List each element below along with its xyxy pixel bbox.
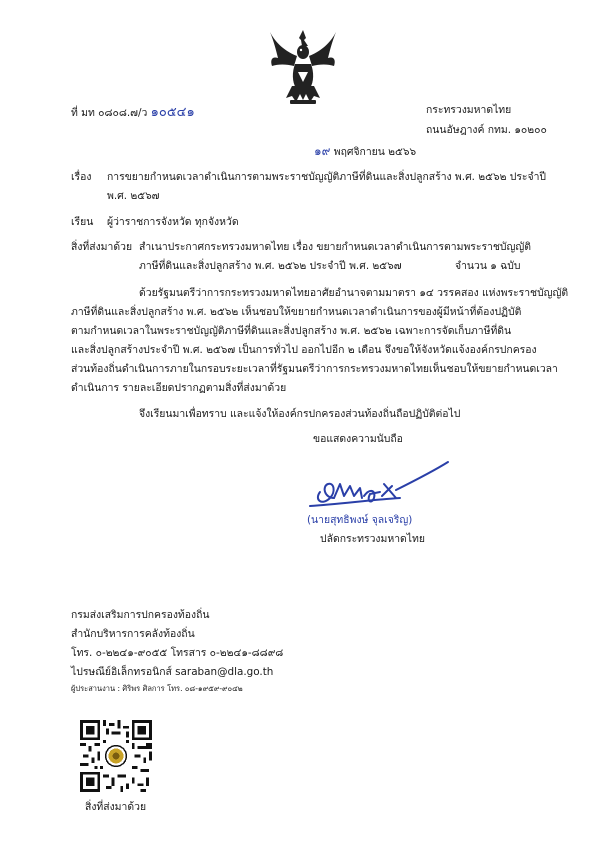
footer-phone: โทร. ๐-๒๒๔๑-๙๐๕๕ โทรสาร ๐-๒๒๔๑-๘๘๙๘ bbox=[71, 647, 284, 659]
subject-label: เรื่อง bbox=[71, 171, 92, 183]
signatory-title: ปลัดกระทรวงมหาดไทย bbox=[320, 533, 425, 545]
recipient-text: ผู้ว่าราชการจังหวัด ทุกจังหวัด bbox=[107, 216, 239, 228]
recipient-label: เรียน bbox=[71, 216, 94, 228]
subject-line-1: การขยายกำหนดเวลาดำเนินการตามพระราชบัญญัติภาษีที่ดินและสิ่งปลูกสร้าง พ.ศ. ๒๕๖๒ ประจำปี bbox=[107, 171, 547, 183]
ministry-address: ถนนอัษฎางค์ กทม. ๑๐๒๐๐ bbox=[426, 124, 547, 136]
date-day-handwritten: ๑๙ bbox=[314, 144, 331, 158]
enclosure-label: สิ่งที่ส่งมาด้วย bbox=[71, 241, 133, 253]
reference-prefix: ที่ มท ๐๘๐๘.๗/ว bbox=[71, 107, 148, 119]
body-line-2: ภาษีที่ดินและสิ่งปลูกสร้าง พ.ศ. ๒๕๖๒ เห็นชอบให้ขยายกำหนดเวลาดำเนินการของผู้มีหน้าที่ต้องปฏิบัติ bbox=[71, 306, 522, 318]
closing-paragraph: จึงเรียนมาเพื่อทราบ และแจ้งให้องค์กรปกครองส่วนท้องถิ่นถือปฏิบัติต่อไป bbox=[139, 408, 461, 420]
body-line-3: ตามกำหนดเวลาในพระราชบัญญัติภาษีที่ดินและสิ่งปลูกสร้าง พ.ศ. ๒๕๖๒ เฉพาะการจัดเก็บภาษีที่ดิน bbox=[71, 325, 512, 337]
body-line-5: ส่วนท้องถิ่นดำเนินการภายในกรอบระยะเวลาที่รัฐมนตรีว่าการกระทรวงมหาดไทยเห็นชอบให้ขยายกำหนดเวลา bbox=[71, 363, 558, 375]
body-line-6: ดำเนินการ รายละเอียดปรากฏตามสิ่งที่ส่งมาด้วย bbox=[71, 382, 287, 394]
body-line-1: ด้วยรัฐมนตรีว่าการกระทรวงมหาดไทยอาศัยอำนาจตามมาตรา ๑๔ วรรคสอง แห่งพระราชบัญญัติ bbox=[139, 287, 569, 299]
closing-phrase: ขอแสดงความนับถือ bbox=[313, 433, 403, 445]
footer-office: สำนักบริหารการคลังท้องถิ่น bbox=[71, 628, 195, 640]
footer-enclosure-note: สิ่งที่ส่งมาด้วย bbox=[85, 801, 147, 813]
reference-number-handwritten: ๑๐๕๔๑ bbox=[150, 105, 195, 120]
ministry-name: กระทรวงมหาดไทย bbox=[426, 104, 512, 116]
body-line-4: และสิ่งปลูกสร้างประจำปี พ.ศ. ๒๕๖๗ เป็นการทั่วไป ออกไปอีก ๒ เดือน จึงขอให้จังหวัดแจ้งองค์กรปกครอง bbox=[71, 344, 537, 356]
enclosure-line-2: ภาษีที่ดินและสิ่งปลูกสร้าง พ.ศ. ๒๕๖๒ ประจำปี พ.ศ. ๒๕๖๗ bbox=[139, 260, 402, 272]
subject-line-2: พ.ศ. ๒๕๖๗ bbox=[107, 190, 160, 202]
footer-coordinator: ผู้ประสานงาน : ศิริพร ศิลการ โทร. ๐๘-๑๙๕๙-๙๐๔๒ bbox=[71, 684, 243, 693]
reference-number bbox=[71, 101, 195, 122]
enclosure-count: จำนวน ๑ ฉบับ bbox=[455, 260, 521, 272]
enclosure-line-1: สำเนาประกาศกระทรวงมหาดไทย เรื่อง ขยายกำหนดเวลาดำเนินการตามพระราชบัญญัติ bbox=[139, 241, 531, 253]
document-date bbox=[314, 142, 416, 161]
qr-code-icon bbox=[80, 720, 152, 792]
signatory-name: (นายสุทธิพงษ์ จุลเจริญ) bbox=[307, 514, 413, 526]
garuda-emblem-icon bbox=[268, 28, 338, 106]
date-month-year: พฤศจิกายน ๒๕๖๖ bbox=[333, 146, 417, 158]
footer-department: กรมส่งเสริมการปกครองท้องถิ่น bbox=[71, 609, 210, 621]
signature-scribble-icon bbox=[300, 448, 460, 516]
footer-email: ไปรษณีย์อิเล็กทรอนิกส์ saraban@dla.go.th bbox=[71, 666, 274, 678]
